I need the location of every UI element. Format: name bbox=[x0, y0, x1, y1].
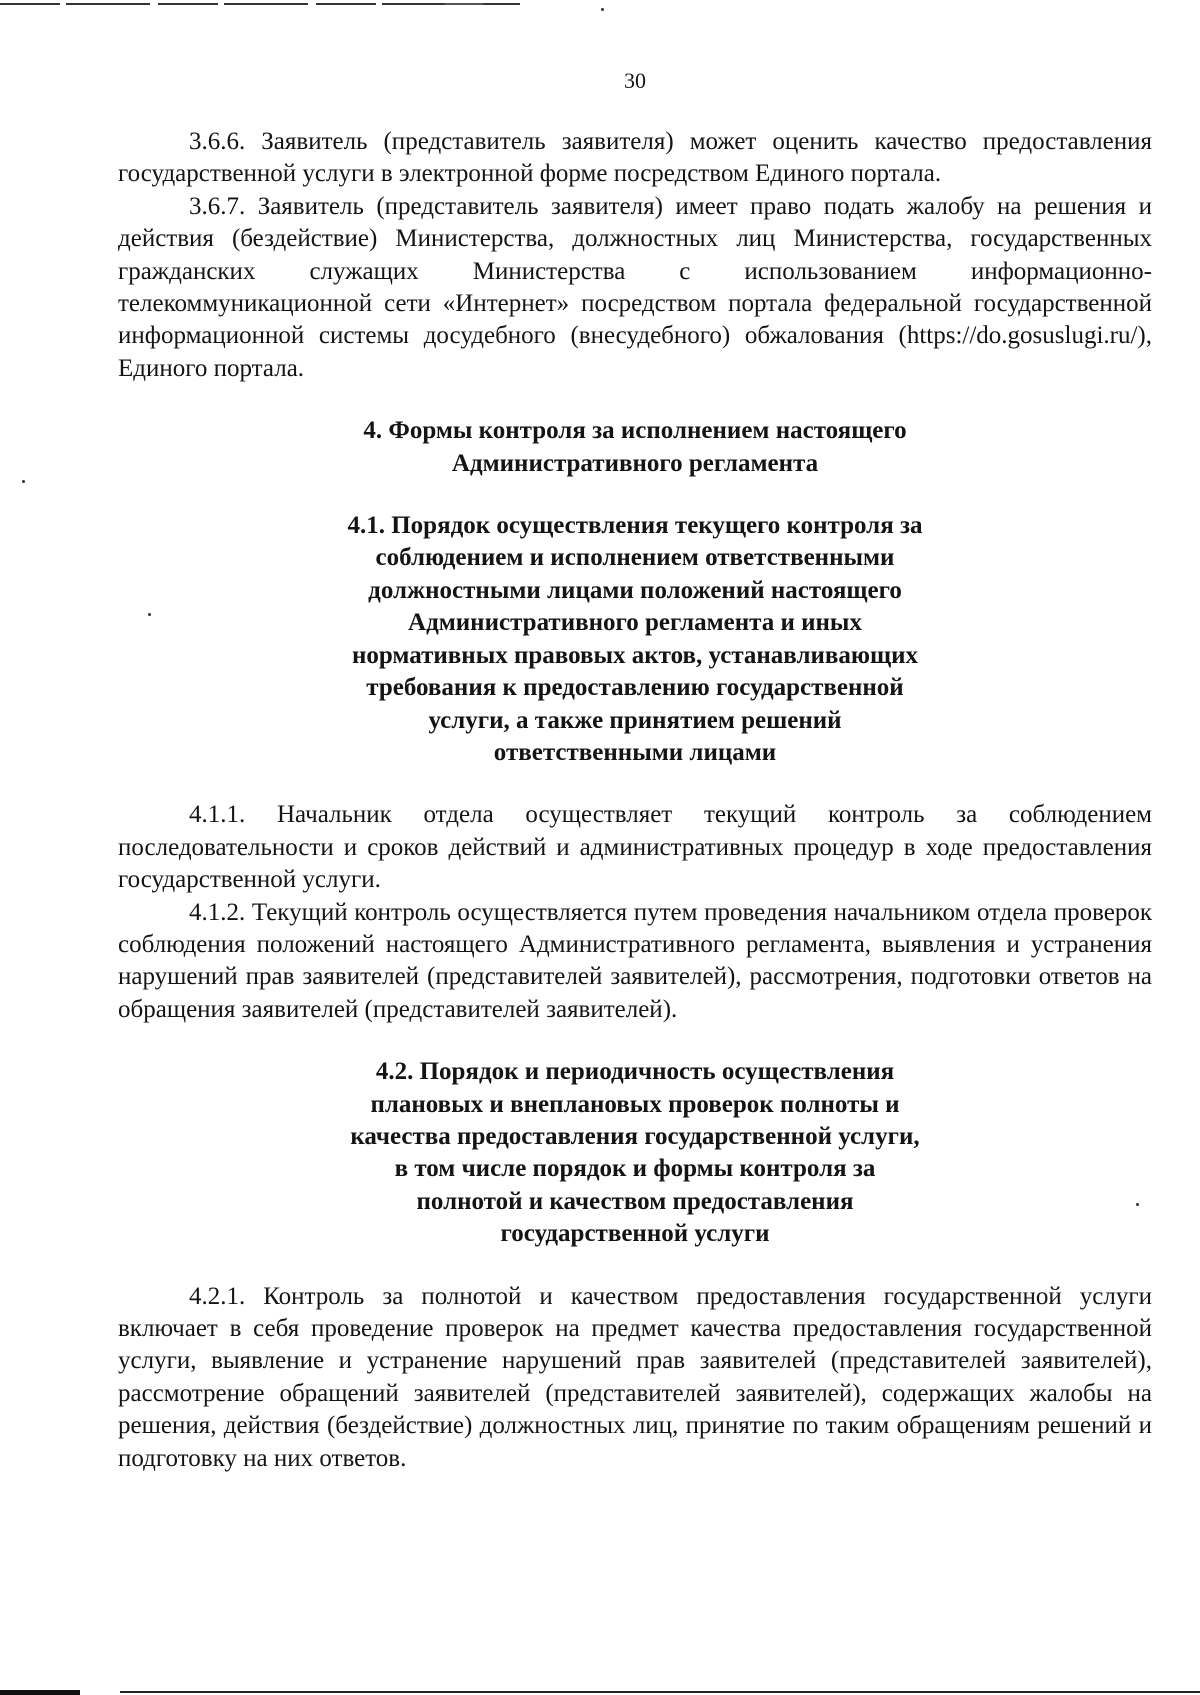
heading-line: 4.1. Порядок осуществления текущего контроля за bbox=[347, 512, 923, 540]
para-4-1-2: 4.1.2. Текущий контроль осуществляется путем проведения начальником отдела проверок соблюдения положений настоящего Административного регламента, выявления и устранения нарушений прав заявителей (представителей заявителей), рассмотрения, подготовки ответов на обращения заявителей (представителей заявителей). bbox=[118, 898, 1152, 1023]
page-number: 30 bbox=[624, 68, 646, 93]
scan-edge-bottom-line bbox=[120, 1691, 1200, 1693]
heading-line: 4.2. Порядок и периодичность осуществления bbox=[375, 1058, 895, 1086]
heading-line: качества предоставления государственной услуги, bbox=[350, 1122, 920, 1150]
heading-line: Административного регламента bbox=[451, 449, 819, 477]
scan-speck bbox=[601, 8, 604, 11]
scan-edge-top-fragment bbox=[445, 3, 483, 5]
heading-line: 4. Формы контроля за исполнением настоящего bbox=[363, 417, 907, 445]
heading-line: ответственными лицами bbox=[493, 738, 777, 766]
heading-line: государственной услуги bbox=[500, 1220, 770, 1248]
heading-line: услуги, а также принятием решений bbox=[428, 706, 842, 734]
para-3-6-7: 3.6.7. Заявитель (представитель заявителя) имеет право подать жалобу на решения и действия (бездействие) Министерства, должностных лиц Министерства, государственных гражданских служащих Министерства с использованием информационно-телекоммуникационной сети «Интернет» посредством портала федеральной государственной информационной системы досудебного (внесудебного) обжалования (https://do.gosuslugi.ru/), Единого портала. bbox=[118, 192, 1152, 382]
scan-edge-bottom bbox=[0, 1690, 80, 1695]
heading-section-4-2 bbox=[118, 1056, 1152, 1250]
scan-edge-top bbox=[0, 3, 520, 5]
scan-speck bbox=[22, 480, 25, 483]
heading-section-4 bbox=[118, 415, 1152, 480]
heading-line: соблюдением и исполнением ответственными bbox=[375, 544, 895, 572]
heading-line: нормативных правовых актов, устанавливающих bbox=[351, 641, 919, 669]
para-3-6-6: 3.6.6. Заявитель (представитель заявителя) может оценить качество предоставления государственной услуги в электронной форме посредством Единого портала. bbox=[118, 128, 1152, 188]
heading-line: должностными лицами положений настоящего bbox=[368, 576, 902, 604]
heading-line: Административного регламента и иных bbox=[408, 609, 862, 637]
heading-line: требования к предоставлению государственной bbox=[366, 674, 904, 702]
heading-line: плановых и внеплановых проверок полноты и bbox=[370, 1090, 900, 1118]
heading-section-4-1 bbox=[118, 510, 1152, 769]
document-body bbox=[118, 126, 1152, 1475]
heading-line: в том числе порядок и формы контроля за bbox=[394, 1155, 876, 1183]
para-4-1-1: 4.1.1. Начальник отдела осуществляет текущий контроль за соблюдением последовательности и сроков действий и административных процедур в ходе предоставления государственной услуги. bbox=[118, 801, 1152, 894]
heading-line: полнотой и качеством предоставления bbox=[416, 1187, 854, 1215]
para-4-2-1: 4.2.1. Контроль за полнотой и качеством предоставления государственной услуги включает в себя проведение проверок на предмет качества предоставления государственной услуги, выявление и устранение нарушений прав заявителей (представителей заявителей), рассмотрение обращений заявителей (представителей заявителей), содержащих жалобы на решения, действия (бездействие) должностных лиц, принятие по таким обращениям решений и подготовку на них ответов. bbox=[118, 1282, 1152, 1472]
